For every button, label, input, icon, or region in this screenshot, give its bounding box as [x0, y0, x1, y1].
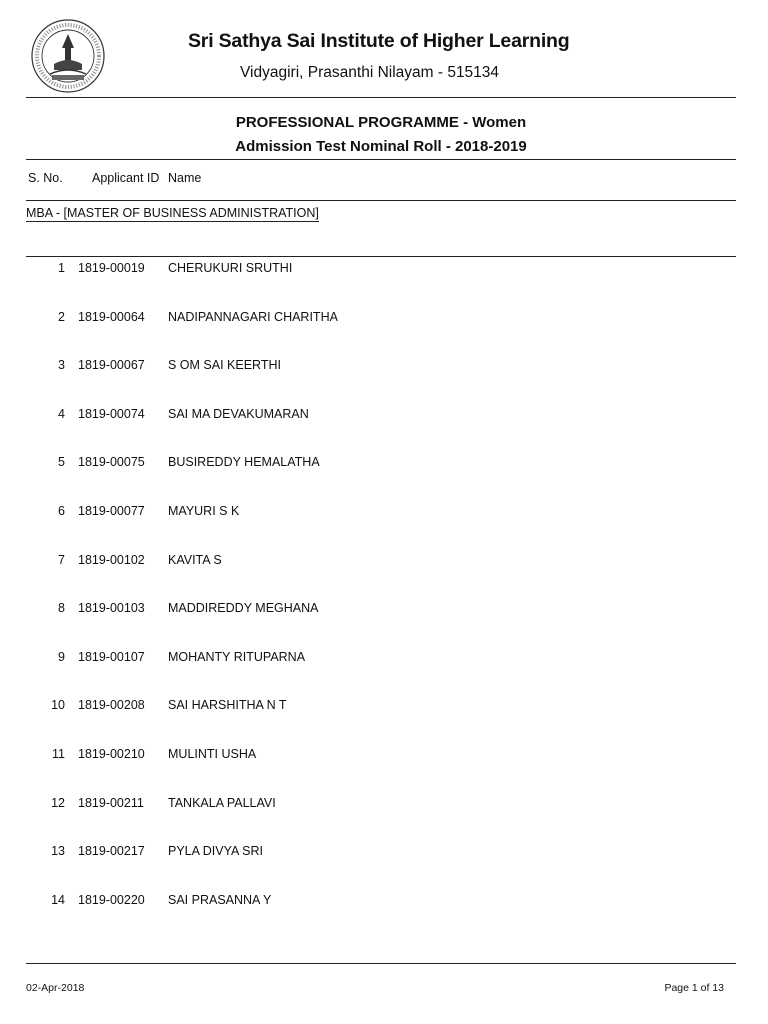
applicant-id: 1819-00211 — [78, 796, 144, 810]
table-row — [0, 310, 768, 330]
serial-number: 13 — [51, 844, 65, 858]
serial-number: 6 — [58, 504, 65, 518]
applicant-id: 1819-00075 — [78, 455, 145, 469]
applicant-name: MULINTI USHA — [168, 747, 257, 761]
table-row — [0, 504, 768, 524]
institute-name: Sri Sathya Sai Institute of Higher Learning — [188, 30, 570, 52]
applicant-name: MAYURI S K — [168, 504, 240, 518]
serial-number: 14 — [51, 893, 65, 907]
applicant-name: MADDIREDDY MEGHANA — [168, 601, 319, 615]
serial-number: 8 — [58, 601, 65, 615]
serial-number: 4 — [58, 407, 65, 421]
institute-seal-icon — [30, 18, 106, 94]
serial-number: 9 — [58, 650, 65, 664]
applicant-id: 1819-00220 — [78, 893, 145, 907]
table-row — [0, 358, 768, 378]
applicant-name: NADIPANNAGARI CHARITHA — [168, 310, 338, 324]
applicant-id: 1819-00217 — [78, 844, 145, 858]
applicant-id: 1819-00064 — [78, 310, 145, 324]
table-row — [0, 407, 768, 427]
column-header-sno: S. No. — [28, 171, 63, 185]
column-header-divider — [26, 200, 736, 201]
applicant-name: KAVITA S — [168, 553, 222, 567]
applicant-id: 1819-00077 — [78, 504, 145, 518]
table-row — [0, 796, 768, 816]
table-row — [0, 261, 768, 281]
applicant-name: S OM SAI KEERTHI — [168, 358, 281, 372]
applicant-id: 1819-00103 — [78, 601, 145, 615]
footer-date: 02-Apr-2018 — [26, 982, 85, 994]
applicant-id: 1819-00210 — [78, 747, 145, 761]
serial-number: 10 — [51, 698, 65, 712]
serial-number: 7 — [58, 553, 65, 567]
applicant-name: CHERUKURI SRUTHI — [168, 261, 293, 275]
table-row — [0, 893, 768, 913]
institute-address: Vidyagiri, Prasanthi Nilayam - 515134 — [240, 64, 500, 81]
footer-divider — [26, 963, 736, 964]
title-divider — [26, 159, 736, 160]
table-row — [0, 455, 768, 475]
table-row — [0, 747, 768, 767]
section-divider — [26, 256, 736, 257]
applicant-name: PYLA DIVYA SRI — [168, 844, 263, 858]
serial-number: 12 — [51, 796, 65, 810]
programme-title: PROFESSIONAL PROGRAMME - Women — [235, 114, 527, 131]
page-indicator: Page 1 of 13 — [664, 982, 724, 994]
applicant-id: 1819-00107 — [78, 650, 145, 664]
serial-number: 5 — [58, 455, 65, 469]
applicant-id: 1819-00067 — [78, 358, 145, 372]
applicant-id: 1819-00208 — [78, 698, 145, 712]
header-divider — [26, 97, 736, 98]
serial-number: 11 — [52, 747, 65, 761]
table-row — [0, 553, 768, 573]
table-row — [0, 601, 768, 621]
applicant-name: MOHANTY RITUPARNA — [168, 650, 306, 664]
applicant-name: SAI MA DEVAKUMARAN — [168, 407, 309, 421]
applicant-name: TANKALA PALLAVI — [168, 796, 276, 810]
column-header-applicant-id: Applicant ID — [92, 171, 160, 185]
applicant-name: SAI PRASANNA Y — [168, 893, 272, 907]
table-row — [0, 844, 768, 864]
applicant-name: SAI HARSHITHA N T — [168, 698, 287, 712]
serial-number: 1 — [58, 261, 65, 275]
column-header-name: Name — [168, 171, 202, 185]
serial-number: 3 — [58, 358, 65, 372]
table-row — [0, 698, 768, 718]
applicant-id: 1819-00102 — [78, 553, 145, 567]
table-row — [0, 650, 768, 670]
applicant-id: 1819-00074 — [78, 407, 145, 421]
serial-number: 2 — [58, 310, 65, 324]
applicant-name: BUSIREDDY HEMALATHA — [168, 455, 320, 469]
applicant-id: 1819-00019 — [78, 261, 145, 275]
roll-title: Admission Test Nominal Roll - 2018-2019 — [235, 138, 527, 155]
section-heading: MBA - [MASTER OF BUSINESS ADMINISTRATION] — [26, 206, 319, 220]
